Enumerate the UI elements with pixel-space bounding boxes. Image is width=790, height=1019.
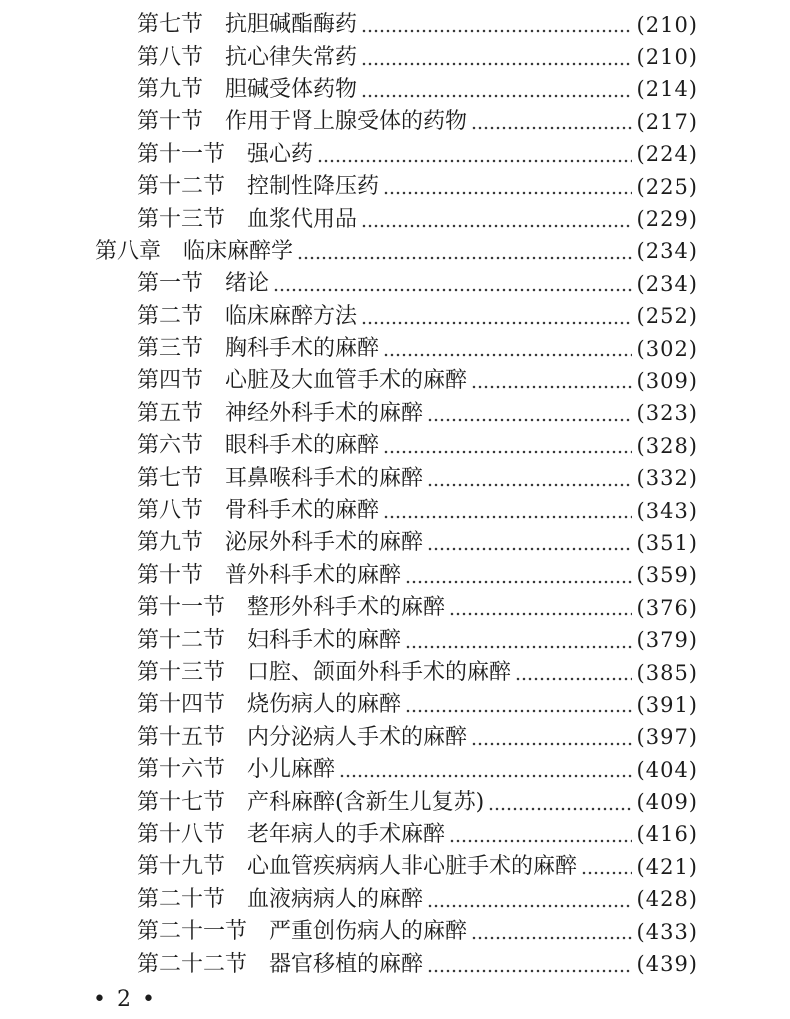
page-number: (359) xyxy=(636,563,698,588)
section-title: 内分泌病人手术的麻醉 xyxy=(247,724,468,750)
section-title: 骨科手术的麻醉 xyxy=(225,498,380,524)
toc-section-entry xyxy=(0,560,790,592)
page-number: (328) xyxy=(636,433,698,458)
section-title: 临床麻醉方法 xyxy=(225,303,358,329)
toc-section-entry xyxy=(0,527,790,559)
section-title: 血液病病人的麻醉 xyxy=(247,886,424,912)
section-title: 老年病人的手术麻醉 xyxy=(247,821,446,847)
toc-section-entry xyxy=(0,106,790,138)
toc-section-entry xyxy=(0,171,790,203)
leader-dots xyxy=(383,435,632,457)
toc-section-entry xyxy=(0,851,790,883)
page-number: (302) xyxy=(636,336,698,361)
section-number: 第七节 xyxy=(137,465,204,491)
page-number: (416) xyxy=(636,822,698,847)
leader-dots xyxy=(383,176,632,198)
toc-section-entry xyxy=(0,657,790,689)
section-title: 绪论 xyxy=(225,271,270,297)
page-footer-number: • 2 • xyxy=(93,987,157,1012)
section-title: 心脏及大血管手术的麻醉 xyxy=(225,368,468,394)
page-number: (229) xyxy=(636,207,698,232)
page-number: (376) xyxy=(636,595,698,620)
section-number: 第二十一节 xyxy=(137,919,248,945)
page-number: (391) xyxy=(636,692,698,717)
leader-dots xyxy=(405,694,632,716)
section-title: 胸科手术的麻醉 xyxy=(225,336,380,362)
leader-dots xyxy=(427,468,632,490)
page-number: (225) xyxy=(636,174,698,199)
toc-section-entry xyxy=(0,948,790,980)
section-number: 第一节 xyxy=(137,271,204,297)
toc-section-entry xyxy=(0,884,790,916)
page-number: (439) xyxy=(636,952,698,977)
section-title: 产科麻醉(含新生儿复苏) xyxy=(247,789,485,815)
table-of-contents xyxy=(0,9,790,981)
leader-dots xyxy=(361,14,632,36)
section-number: 第四节 xyxy=(137,368,204,394)
section-number: 第十四节 xyxy=(137,692,226,718)
toc-section-entry xyxy=(0,139,790,171)
page-number: (409) xyxy=(636,790,698,815)
toc-section-entry xyxy=(0,722,790,754)
section-number: 第六节 xyxy=(137,433,204,459)
page-number: (217) xyxy=(636,109,698,134)
section-number: 第十节 xyxy=(137,109,204,135)
leader-dots xyxy=(471,370,632,392)
section-title: 胆碱受体药物 xyxy=(225,76,358,102)
section-number: 第十八节 xyxy=(137,821,226,847)
section-number: 第十九节 xyxy=(137,854,226,880)
chapter-number: 第八章 xyxy=(95,238,162,264)
section-number: 第九节 xyxy=(137,76,204,102)
page-number: (332) xyxy=(636,466,698,491)
section-number: 第十五节 xyxy=(137,724,226,750)
page-number: (428) xyxy=(636,887,698,912)
leader-dots xyxy=(515,662,632,684)
toc-section-entry xyxy=(0,689,790,721)
toc-section-entry xyxy=(0,462,790,494)
section-number: 第五节 xyxy=(137,400,204,426)
section-number: 第八节 xyxy=(137,44,204,70)
section-title: 眼科手术的麻醉 xyxy=(225,433,380,459)
section-number: 第十二节 xyxy=(137,627,226,653)
section-number: 第九节 xyxy=(137,530,204,556)
toc-section-entry xyxy=(0,495,790,527)
toc-section-entry xyxy=(0,754,790,786)
page-number: (421) xyxy=(636,854,698,879)
leader-dots xyxy=(427,532,632,554)
section-title: 普外科手术的麻醉 xyxy=(225,562,402,588)
leader-dots xyxy=(581,856,632,878)
toc-section-entry xyxy=(0,916,790,948)
toc-section-entry xyxy=(0,333,790,365)
section-number: 第十七节 xyxy=(137,789,226,815)
section-title: 整形外科手术的麻醉 xyxy=(247,595,446,621)
leader-dots xyxy=(405,630,632,652)
toc-section-entry xyxy=(0,398,790,430)
toc-section-entry xyxy=(0,592,790,624)
section-number: 第七节 xyxy=(137,12,204,38)
section-title: 严重创伤病人的麻醉 xyxy=(269,919,468,945)
section-title: 神经外科手术的麻醉 xyxy=(225,400,424,426)
section-title: 烧伤病人的麻醉 xyxy=(247,692,402,718)
section-title: 耳鼻喉科手术的麻醉 xyxy=(225,465,424,491)
leader-dots xyxy=(361,306,632,328)
toc-section-entry xyxy=(0,74,790,106)
section-title: 血浆代用品 xyxy=(247,206,358,232)
section-title: 作用于肾上腺受体的药物 xyxy=(225,109,468,135)
section-number: 第十二节 xyxy=(137,174,226,200)
leader-dots xyxy=(383,500,632,522)
page-number: (309) xyxy=(636,368,698,393)
section-number: 第八节 xyxy=(137,498,204,524)
toc-section-entry xyxy=(0,365,790,397)
section-title: 妇科手术的麻醉 xyxy=(247,627,402,653)
leader-dots xyxy=(471,921,632,943)
leader-dots xyxy=(273,273,632,295)
section-number: 第二十节 xyxy=(137,886,226,912)
section-number: 第十三节 xyxy=(137,660,226,685)
toc-section-entry xyxy=(0,430,790,462)
section-number: 第二节 xyxy=(137,303,204,329)
page-number: (385) xyxy=(636,660,698,685)
leader-dots xyxy=(361,209,632,231)
page-number: (404) xyxy=(636,757,698,782)
leader-dots xyxy=(339,759,632,781)
page-number: (351) xyxy=(636,530,698,555)
page-number: (323) xyxy=(636,401,698,426)
page-number: (210) xyxy=(636,45,698,70)
section-title: 心血管疾病病人非心脏手术的麻醉 xyxy=(247,854,578,880)
section-title: 抗心律失常药 xyxy=(225,44,358,70)
section-title: 泌尿外科手术的麻醉 xyxy=(225,530,424,556)
leader-dots xyxy=(449,597,632,619)
toc-section-entry xyxy=(0,268,790,300)
page-number: (433) xyxy=(636,919,698,944)
page-number: (379) xyxy=(636,628,698,653)
page-number: (214) xyxy=(636,77,698,102)
toc-section-entry xyxy=(0,301,790,333)
section-title: 强心药 xyxy=(247,141,314,167)
section-number: 第十三节 xyxy=(137,206,226,232)
page-number: (234) xyxy=(636,271,698,296)
page-number: (252) xyxy=(636,304,698,329)
toc-section-entry xyxy=(0,624,790,656)
section-title: 抗胆碱酯酶药 xyxy=(225,12,358,38)
leader-dots xyxy=(471,727,632,749)
page-number: (210) xyxy=(636,12,698,37)
page-number: (343) xyxy=(636,498,698,523)
section-number: 第二十二节 xyxy=(137,951,248,977)
section-title: 口腔、颌面外科手术的麻醉 xyxy=(247,660,512,685)
section-title: 小儿麻醉 xyxy=(247,757,336,783)
leader-dots xyxy=(405,565,632,587)
leader-dots xyxy=(297,241,632,263)
section-number: 第十六节 xyxy=(137,757,226,783)
chapter-title: 临床麻醉学 xyxy=(183,238,294,264)
leader-dots xyxy=(317,144,632,166)
toc-section-entry xyxy=(0,41,790,73)
leader-dots xyxy=(427,403,632,425)
section-title: 器官移植的麻醉 xyxy=(269,951,424,977)
section-title: 控制性降压药 xyxy=(247,174,380,200)
toc-section-entry xyxy=(0,203,790,235)
leader-dots xyxy=(488,792,631,814)
section-number: 第十节 xyxy=(137,562,204,588)
section-number: 第十一节 xyxy=(137,595,226,621)
section-number: 第十一节 xyxy=(137,141,226,167)
page-number: (224) xyxy=(636,142,698,167)
leader-dots xyxy=(361,79,632,101)
leader-dots xyxy=(427,889,632,911)
page-number: (397) xyxy=(636,725,698,750)
leader-dots xyxy=(471,111,632,133)
toc-section-entry xyxy=(0,786,790,818)
leader-dots xyxy=(449,824,632,846)
page-number: (234) xyxy=(636,239,698,264)
toc-section-entry xyxy=(0,9,790,41)
toc-chapter-entry xyxy=(0,236,790,268)
leader-dots xyxy=(427,954,632,976)
toc-section-entry xyxy=(0,819,790,851)
leader-dots xyxy=(383,338,632,360)
leader-dots xyxy=(361,47,632,69)
section-number: 第三节 xyxy=(137,336,204,362)
